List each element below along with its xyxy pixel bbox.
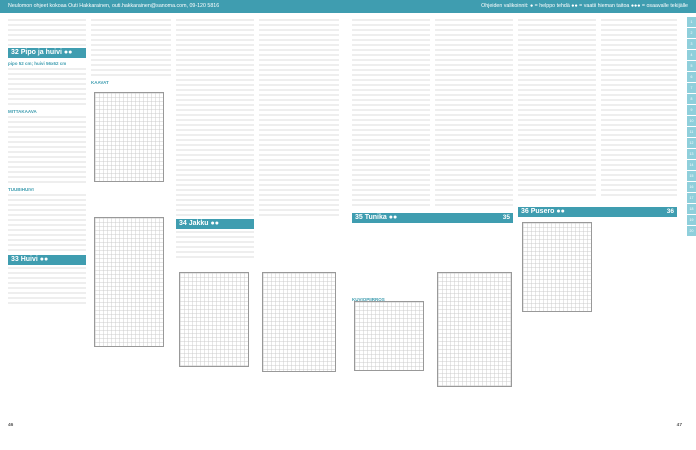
col-7 xyxy=(518,17,596,198)
side-tab[interactable]: 14 xyxy=(687,160,696,170)
left-page xyxy=(4,17,344,433)
side-tab[interactable]: 5 xyxy=(687,61,696,71)
pattern-chart-huivi xyxy=(94,217,164,347)
kuviopiirros-heading: KUVIOPIIRROS xyxy=(352,297,385,302)
side-tab[interactable]: 9 xyxy=(687,105,696,115)
section-header-pusero: 36 Pusero ●● 36 xyxy=(518,207,677,217)
side-tab[interactable]: 17 xyxy=(687,193,696,203)
pattern-chart-jakku xyxy=(179,272,249,367)
side-tab[interactable]: 4 xyxy=(687,50,696,60)
footer-right: 47 xyxy=(676,423,682,428)
banner-left-text: Neulomon ohjeet kokoaa Outi Hakkarainen, outi.hakkarainen@sanoma.com, 09-120 5816 xyxy=(8,3,220,9)
col-2 xyxy=(91,17,171,86)
side-tab[interactable]: 19 xyxy=(687,215,696,225)
pattern-chart-pusero xyxy=(522,222,592,312)
side-tab[interactable]: 18 xyxy=(687,204,696,214)
col-8 xyxy=(601,17,677,198)
col-1 xyxy=(8,17,86,306)
banner-right-text: Ohjeiden valikoinnit: ● = helppo tehdä ●● = vaatii hieman taitoa ●●● = osaavalle tekijälle xyxy=(481,3,688,9)
pipo-size: pipo 52 cm; huivi 56x62 cm xyxy=(8,61,67,66)
pattern-chart-pipo xyxy=(94,92,164,182)
col-6 xyxy=(435,17,513,208)
side-tab[interactable]: 13 xyxy=(687,149,696,159)
top-banner xyxy=(0,0,696,13)
section-header-jakku: 34 Jakku ●● xyxy=(176,219,254,229)
side-tab[interactable]: 12 xyxy=(687,138,696,148)
section-header-huivi: 33 Huivi ●● xyxy=(8,255,86,265)
side-tab[interactable]: 20 xyxy=(687,226,696,236)
kaavat-heading: KAAVAT xyxy=(91,80,109,85)
tuubihuivi-heading: TUUBIHUIVI xyxy=(8,187,34,193)
side-tab[interactable]: 6 xyxy=(687,72,696,82)
side-tab[interactable]: 7 xyxy=(687,83,696,93)
side-tab[interactable]: 11 xyxy=(687,127,696,137)
pattern-chart-jakku-2 xyxy=(262,272,336,372)
side-tab[interactable]: 16 xyxy=(687,182,696,192)
footer-left: 46 xyxy=(8,423,14,428)
mittakaava-heading: MITTAKAAVA xyxy=(8,109,37,115)
section-header-pipo: 32 Pipo ja huivi ●● xyxy=(8,48,86,58)
side-tabs xyxy=(687,17,696,237)
side-tab[interactable]: 10 xyxy=(687,116,696,126)
side-tab[interactable]: 1 xyxy=(687,17,696,27)
section-header-tunika: 35 Tunika ●● 35 xyxy=(352,213,513,223)
side-tab[interactable]: 8 xyxy=(687,94,696,104)
col-4 xyxy=(259,17,339,218)
pattern-chart-tunika xyxy=(354,301,424,371)
col-5 xyxy=(352,17,430,208)
col-3 xyxy=(176,17,254,260)
side-tab[interactable]: 3 xyxy=(687,39,696,49)
pattern-chart-tunika-body xyxy=(437,272,512,387)
side-tab[interactable]: 15 xyxy=(687,171,696,181)
side-tab[interactable]: 2 xyxy=(687,28,696,38)
right-page xyxy=(352,17,686,433)
